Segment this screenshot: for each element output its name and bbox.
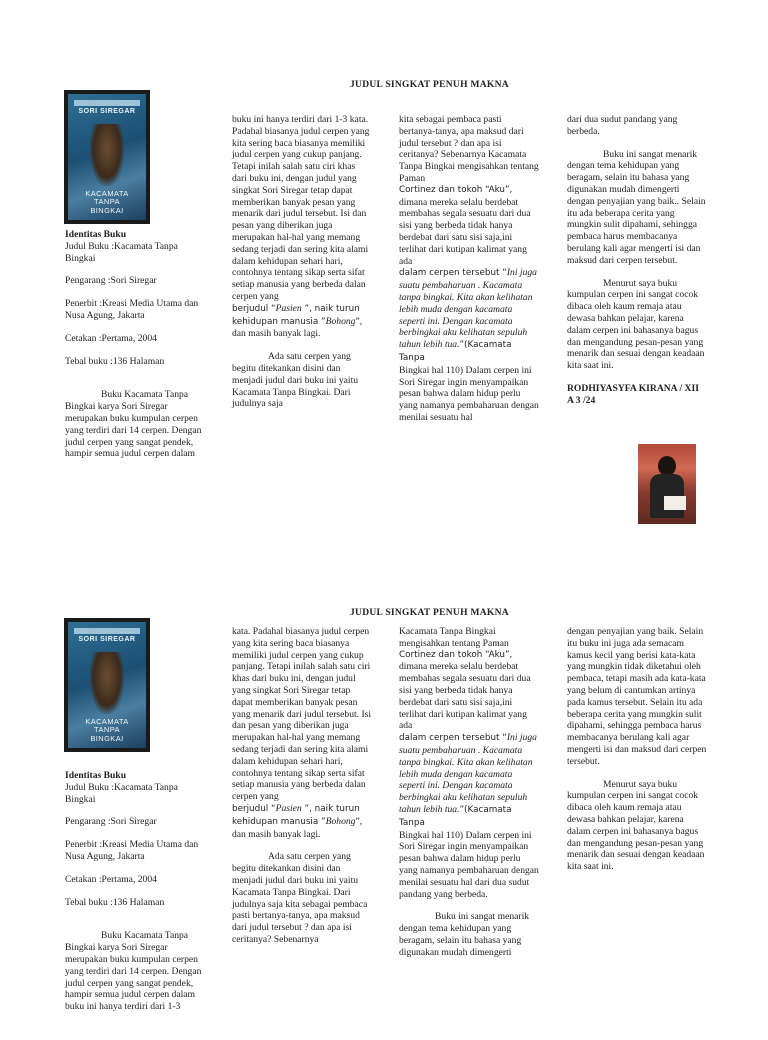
book-cover-image [64,618,150,752]
body-paragraph: buku ini hanya terdiri dari 1-3 kata. Padahal biasanya judul cerpen yang kita sering baca biasanya memiliki judul cerpen yang cukup panjang. Tetapi inilah salah satu ciri khas dari buku ini, dengan judul yang singkat Sori Siregar tetap dapat memberikan banyak pesan yang menarik dari judul tersebut. Isi dan pesan yang diberikan juga merupakan hal-hal yang memang sedang terjadi dan sering kita alami dalam kehidupan sehari hari, contohnya tentang sikap serta sifat setiap manusia yang berbeda dalan cerpen yang [232,114,370,302]
column-1 [65,229,205,460]
identity-pengarang: Pengarang :Sori Siregar [65,816,157,828]
body-paragraph: dalam cerpen tersebut “Ini juga suatu pembaharuan . Kacamata tanpa bingkai. Kita akan kelihatan lebih muda dengan kacamata seperti ini. Dengan kacamata berbingkai aku kelihatan sepuluh tahun lebih tua.”(Kacamata Tanpa [399,732,537,828]
body-paragraph: dengan penyajian yang baik. Selain itu buku ini juga ada semacam kamus kecil yang berisi kata-kata yang mungkin tidak diketahui oleh pembaca, tetapi masih ada kata-kata yang belum di cantumkan artinya pada kamus tersebut. Selain itu ada beberapa cerita yang mungkin sulit dipahami, sehingga pembaca harus membacanya berulang kali agar mengerti isi dan maksud dari cerpen tersebut. [567,626,707,767]
document-page-1 [0,0,768,512]
body-paragraph: Cortinez dan tokoh “Aku”, [399,649,513,660]
identity-pengarang: Pengarang :Sori Siregar [65,275,157,287]
page-title: JUDUL SINGKAT PENUH MAKNA [350,80,509,90]
book-cover-image [64,90,150,224]
body-paragraph: kita sebagai pembaca pasti bertanya-tanya, apa maksud dari judul tersebut ? dan apa isi ceritanya? Sebenarnya Kacamata Tanpa Bingkai mengisahkan tentang Paman [399,114,539,184]
column-3 [399,626,539,959]
body-paragraph: dimana mereka selalu berdebat membahas segala sesuatu dari dua sisi yang berbeda tidak hanya berdebat dari satu sisi saja,ini terlihat dari kutipan kalimat yang ada [399,196,531,267]
body-paragraph: Ada satu cerpen yang begitu ditekankan disini dan menjadi judul dari buku ini yaitu Kacamata Tanpa Bingkai. Dari judulnya saja [232,351,359,410]
column-2 [232,114,372,410]
body-paragraph: Bingkai hal 110) Dalam cerpen ini Sori Siregar ingin menyampaikan pesan bahwa dalam hidup perlu yang namanya pembaharuan dengan menilai sesuatu hal [399,364,539,423]
author-signature: RODHIYASYFA KIRANA / XII A 3 /24 [567,382,699,406]
body-paragraph: dalam cerpen tersebut “Ini juga suatu pembaharuan . Kacamata tanpa bingkai. Kita akan kelihatan lebih muda dengan kacamata seperti ini. Dengan kacamata berbingkai aku kelihatan sepuluh tahun lebih tua.”(Kacamata Tanpa [399,267,537,363]
cover-title-line: KACAMATA [85,189,129,198]
body-paragraph: Menurut saya buku kumpulan cerpen ini sangat cocok dibaca oleh kaum remaja atau dewasa bahkan pelajar, karena dalam cerpen ini bahasanya bagus dan mengandung pesan-pesan yang menarik dan sesuai dengan keadaan kita saat ini. [567,778,705,873]
body-paragraph: berjudul “Pasien ”, naik turun kehidupan manusia ”Bohong”, dan masih banyak lagi. [232,802,363,840]
intro-paragraph: Buku Kacamata Tanpa Bingkai karya Sori Siregar merupakan buku kumpulan cerpen yang terdiri dari 14 cerpen. Dengan judul cerpen yang sangat pendek, hampir semua judul cerpen dalam buku ini hanya terdiri dari 1-3 [65,930,202,1013]
column-4 [567,626,707,873]
column-2 [232,626,372,946]
body-paragraph: Buku ini sangat menarik dengan tema kehidupan yang beragam, selain itu bahasa yang digunakan mudah dimengerti dengan penyajian yang baik.. Selain itu ada beberapa cerita yang mungkin sulit dipahami, sehingga pembaca harus membacanya berulang kali agar mengerti isi dan maksud dari cerpen tersebut. [567,148,706,266]
author-photo [638,444,696,524]
identity-judul: Judul Buku :Kacamata Tanpa Bingkai [65,781,178,805]
intro-paragraph: Buku Kacamata Tanpa Bingkai karya Sori Siregar merupakan buku kumpulan cerpen yang terdiri dari 14 cerpen. Dengan judul cerpen yang sangat pendek, hampir semua judul cerpen dalam [65,389,202,460]
body-paragraph: Ada satu cerpen yang begitu ditekankan disini dan menjadi judul dari buku ini yaitu Kacamata Tanpa Bingkai. Dari judulnya saja kita sebagai pembaca pasti bertanya-tanya, apa maksud dari judul tersebut ? dan apa isi ceritanya? Sebenarnya [232,851,368,945]
body-paragraph: kata. Padahal biasanya judul cerpen yang kita sering baca biasanya memiliki judul cerpen yang cukup panjang. Tetapi inilah salah satu ciri khas dari buku ini, dengan judul yang singkat Sori Siregar tetap dapat memberikan banyak pesan yang menarik dari judul tersebut. Isi dan pesan yang diberikan juga merupakan hal-hal yang memang sedang terjadi dan sering kita alami dalam kehidupan sehari hari, contohnya tentang sikap serta sifat setiap manusia yang berbeda dalan cerpen yang [232,626,372,803]
identity-heading: Identitas Buku [65,229,127,240]
body-paragraph: Cortinez dan tokoh “Aku”, [399,184,513,195]
identity-heading: Identitas Buku [65,770,127,781]
body-paragraph: Buku ini sangat menarik dengan tema kehidupan yang beragam, selain itu bahasa yang digunakan mudah dimengerti [399,911,530,958]
identity-cetakan: Cetakan :Pertama, 2004 [65,873,157,885]
identity-judul: Judul Buku :Kacamata Tanpa Bingkai [65,240,178,264]
body-paragraph: Bingkai hal 110) Dalam cerpen ini Sori Siregar ingin menyampaikan pesan bahwa dalam hidup perlu yang namanya pembaharuan dengan menilai sesuatu hal dari dua sudut pandang yang berbeda. [399,829,539,900]
column-3 [399,114,539,424]
body-paragraph: Menurut saya buku kumpulan cerpen ini sangat cocok dibaca oleh kaum remaja atau dewasa bahkan pelajar, karena dalam cerpen ini bahasanya bagus dan mengandung pesan-pesan yang menarik dan sesuai dengan keadaan kita saat ini. [567,277,705,372]
body-paragraph: berjudul “Pasien ”, naik turun kehidupan manusia ”Bohong”, dan masih banyak lagi. [232,302,363,340]
cover-title-line: TANPA [94,725,120,735]
body-paragraph: dimana mereka selalu berdebat membahas segala sesuatu dari dua sisi yang berbeda tidak hanya berdebat dari satu sisi saja,ini terlihat dari kutipan kalimat yang ada [399,661,531,732]
cover-author: SORI SIREGAR [78,636,136,643]
identity-tebal: Tebal buku :136 Halaman [65,896,165,908]
page-title: JUDUL SINGKAT PENUH MAKNA [350,608,509,618]
identity-tebal: Tebal buku :136 Halaman [65,355,165,367]
column-4 [567,114,707,407]
cover-title-line: TANPA [94,197,120,207]
document-page-2 [0,528,768,1040]
body-paragraph: Kacamata Tanpa Bingkai mengisahkan tentang Paman [399,626,509,649]
identity-cetakan: Cetakan :Pertama, 2004 [65,332,157,344]
cover-author: SORI SIREGAR [78,108,136,115]
identity-penerbit: Penerbit :Kreasi Media Utama dan Nusa Agung, Jakarta [65,298,199,321]
cover-title-line: BINGKAI [90,205,124,215]
body-paragraph: dari dua sudut pandang yang berbeda. [567,114,678,137]
cover-title-line: BINGKAI [90,733,124,743]
column-1 [65,770,205,1013]
cover-title-line: KACAMATA [85,717,129,726]
identity-penerbit: Penerbit :Kreasi Media Utama dan Nusa Agung, Jakarta [65,839,199,862]
